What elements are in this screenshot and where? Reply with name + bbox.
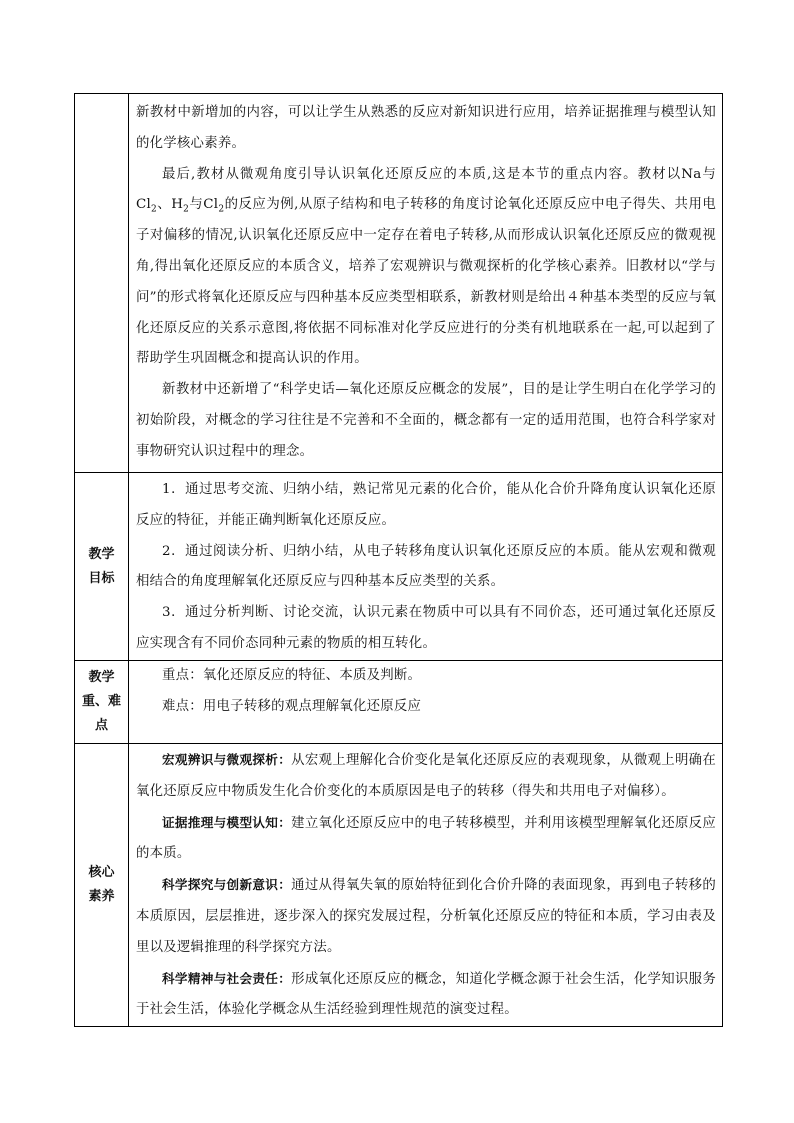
table-row-textbook-analysis [75,94,723,473]
literacy-item: 证据推理与模型认知：建立氧化还原反应中的电子转移模型，并利用该模型理解氧化还原反应的本质。 [136,814,717,862]
table-row-key-points [75,661,723,744]
literacy-item: 科学精神与社会责任：形成氧化还原反应的概念，知道化学概念源于社会生活，化学知识服务于社会生活，体验化学概念从生活经验到理性规范的演变过程。 [136,970,717,1018]
teaching-goals-cell [129,473,723,661]
core-literacy-cell [129,744,723,1027]
row-label-teaching-goals: 教学 目标 [75,473,129,661]
lesson-plan-table [74,93,723,1027]
paragraph: 新教材中新增加的内容，可以让学生从熟悉的反应对新知识进行应用，培养证据推理与模型认知的化学核心素养。 [136,105,716,151]
literacy-item: 科学探究与创新意识：通过从得氧失氧的原始特征到化合价升降的表面现象，再到电子转移的本质原因，层层推进，逐步深入的探究发展过程，分析氧化还原反应的特征和本质，学习由表及里以及逻辑推理的科学探究方法。 [136,877,717,955]
row-label-key-points: 教学 重、难 点 [75,661,129,744]
textbook-analysis-cell [129,94,723,473]
literacy-item: 宏观辨识与微观探析：从宏观上理解化合价变化是氧化还原反应的表观现象，从微观上明确在氧化还原反应中物质发生化合价变化的本质原因是电子的转移（得失和共用电子对偏移）。 [136,752,717,799]
goal-item: 1．通过思考交流、归纳小结，熟记常见元素的化合价，能从化合价升降角度认识氧化还原反应的特征，并能正确判断氧化还原反应。 [136,482,716,528]
paragraph: 新教材中还新增了“科学史话—氧化还原反应概念的发展”，目的是让学生明白在化学学习的初始阶段，对概念的学习往往是不完善和不全面的，概念都有一定的适用范围，也符合科学家对事物研究认识过程中的理念。 [136,382,716,459]
goal-item: 3．通过分析判断、讨论交流，认识元素在物质中可以具有不同价态，还可通过氧化还原反应实现含有不同价态同种元素的物质的相互转化。 [136,605,716,651]
table-row-core-literacy [75,744,723,1027]
row-label-core-literacy: 核心 素养 [75,744,129,1027]
key-point: 重点：氧化还原反应的特征、本质及判断。 [162,668,422,683]
difficult-point: 难点：用电子转移的观点理解氧化还原反应 [162,698,422,714]
paragraph: 最后,教材从微观角度引导认识氧化还原反应的本质,这是本节的重点内容。教材以Na与$Cl_2$、$H_2$与$Cl_2$的反应为例,从原子结构和电子转移的角度讨论氧化还原反应中电子得失、共用电子对偏移的情况,认识氧化还原反应中一定存在着电子转移,从而形成认识氧化还原反应的微观视角,得出氧化还原反应的本质含义，培养了宏观辨识与微观探析的化学核心素养。旧教材以“学与问”的形式将氧化还原反应与四种基本反应类型相联系，新教材则是给出４种基本类型的反应与氧化还原反应的关系示意图,将依据不同标准对化学反应进行的分类有机地联系在一起,可以起到了帮助学生巩固概念和提高认识的作用。 [136,166,716,367]
row-label-empty [75,94,129,473]
key-points-cell [129,661,723,744]
goal-item: 2．通过阅读分析、归纳小结，从电子转移角度认识氧化还原反应的本质。能从宏观和微观相结合的角度理解氧化还原反应与四种基本反应类型的关系。 [136,543,716,590]
table-row-teaching-goals [75,473,723,661]
